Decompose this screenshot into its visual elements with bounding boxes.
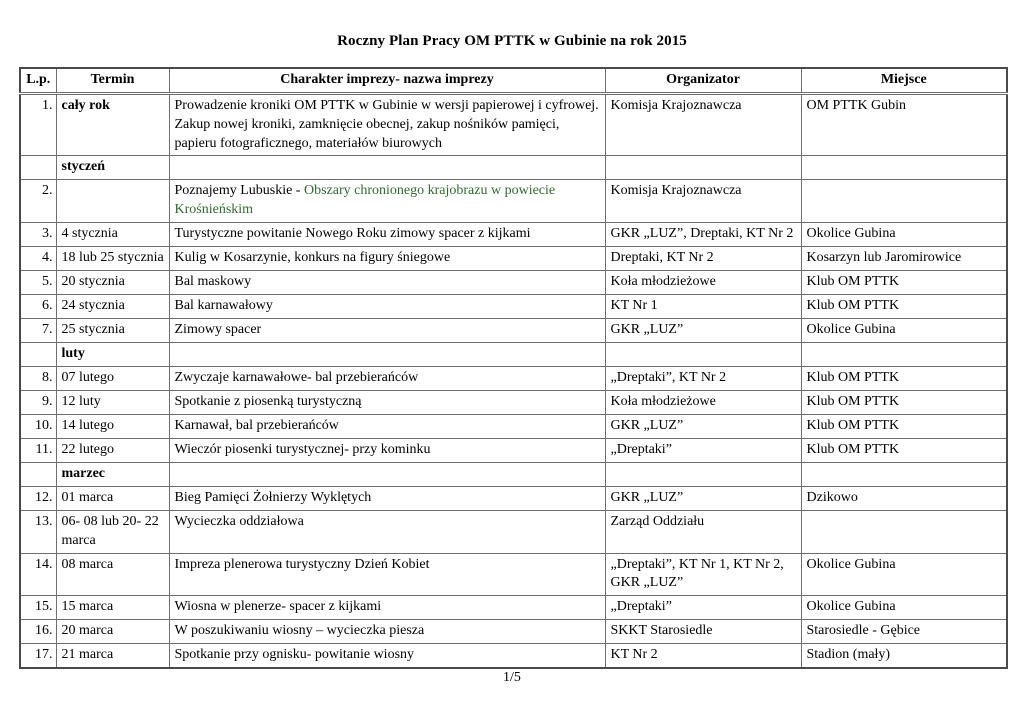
row-number-cell: 10.: [20, 414, 56, 438]
row-number-cell: 13.: [20, 510, 56, 553]
event-text: W poszukiwaniu wiosny – wycieczka piesza: [174, 623, 425, 639]
place-cell: Klub OM PTTK: [801, 366, 1007, 390]
event-cell: [169, 486, 605, 510]
header-row: [20, 68, 1007, 94]
place-cell: Stadion (mały): [801, 644, 1007, 669]
event-cell: [169, 318, 605, 342]
header-organizator: Organizator: [605, 68, 801, 94]
event-text: Spotkanie z piosenką turystyczną: [174, 393, 362, 409]
row-number-cell: 3.: [20, 222, 56, 246]
header-termin: Termin: [56, 68, 169, 94]
organizer-cell: KT Nr 1: [605, 294, 801, 318]
place-cell: Klub OM PTTK: [801, 270, 1007, 294]
event-text: Impreza plenerowa turystyczny Dzień Kobiet: [174, 556, 430, 572]
event-row: [20, 414, 1007, 438]
termin-cell: 4 stycznia: [56, 222, 169, 246]
plan-table: [19, 67, 1008, 669]
place-cell: Okolice Gubina: [801, 553, 1007, 596]
plan-table-body: [20, 94, 1007, 669]
event-row: [20, 270, 1007, 294]
event-row: [20, 390, 1007, 414]
event-cell: [169, 510, 605, 553]
event-text: Kulig w Kosarzynie, konkurs na figury śniegowe: [174, 249, 451, 265]
termin-cell: 18 lub 25 stycznia: [56, 246, 169, 270]
event-text: Prowadzenie kroniki OM PTTK w Gubinie w wersji papierowej i cyfrowej. Zakup nowej kroniki, zamknięcie obecnej, zakup nośników pamięci, papieru fotograficznego, materiałów biurowych: [174, 98, 599, 151]
event-text: Bal karnawałowy: [174, 297, 273, 313]
organizer-cell: [605, 156, 801, 180]
event-cell: [169, 414, 605, 438]
place-cell: Okolice Gubina: [801, 596, 1007, 620]
place-cell: OM PTTK Gubin: [801, 94, 1007, 156]
row-number-cell: 15.: [20, 596, 56, 620]
event-cell: [169, 246, 605, 270]
termin-cell: 15 marca: [56, 596, 169, 620]
place-cell: Okolice Gubina: [801, 222, 1007, 246]
row-number-cell: 8.: [20, 366, 56, 390]
event-text: Bieg Pamięci Żołnierzy Wyklętych: [174, 489, 372, 505]
row-number-cell: [20, 156, 56, 180]
event-row: [20, 222, 1007, 246]
event-cell: [169, 596, 605, 620]
event-row: [20, 486, 1007, 510]
event-cell: [169, 222, 605, 246]
header-lp: L.p.: [20, 68, 56, 94]
event-cell: [169, 270, 605, 294]
organizer-cell: Koła młodzieżowe: [605, 390, 801, 414]
document-title: Roczny Plan Pracy OM PTTK w Gubinie na rok 2015: [337, 33, 687, 49]
header-charakter: Charakter imprezy- nazwa imprezy: [169, 68, 605, 94]
place-cell: Kosarzyn lub Jaromirowice: [801, 246, 1007, 270]
place-cell: Starosiedle - Gębice: [801, 620, 1007, 644]
organizer-cell: GKR „LUZ”: [605, 318, 801, 342]
row-number-cell: 6.: [20, 294, 56, 318]
termin-cell: 12 luty: [56, 390, 169, 414]
termin-cell: 25 stycznia: [56, 318, 169, 342]
event-row: [20, 553, 1007, 596]
termin-cell: cały rok: [56, 94, 169, 156]
event-row: [20, 180, 1007, 223]
event-text: Wieczór piosenki turystycznej- przy kominku: [174, 441, 431, 457]
event-text: Zimowy spacer: [174, 321, 262, 337]
event-cell: [169, 438, 605, 462]
place-cell: Klub OM PTTK: [801, 294, 1007, 318]
organizer-cell: GKR „LUZ”, Dreptaki, KT Nr 2: [605, 222, 801, 246]
event-row: [20, 644, 1007, 669]
termin-cell: 07 lutego: [56, 366, 169, 390]
row-number-cell: 14.: [20, 553, 56, 596]
event-cell: [169, 553, 605, 596]
month-row: [20, 462, 1007, 486]
row-number-cell: 7.: [20, 318, 56, 342]
header-miejsce: Miejsce: [801, 68, 1007, 94]
event-row: [20, 366, 1007, 390]
place-cell: Klub OM PTTK: [801, 414, 1007, 438]
organizer-cell: [605, 342, 801, 366]
organizer-cell: „Dreptaki”, KT Nr 2: [605, 366, 801, 390]
event-cell: [169, 156, 605, 180]
row-number-cell: 17.: [20, 644, 56, 669]
event-row: [20, 510, 1007, 553]
event-row: [20, 438, 1007, 462]
termin-cell: [56, 180, 169, 223]
plan-table-header: [20, 68, 1007, 94]
row-number-cell: 12.: [20, 486, 56, 510]
event-text: Zwyczaje karnawałowe- bal przebierańców: [174, 369, 419, 385]
place-cell: [801, 342, 1007, 366]
organizer-cell: KT Nr 2: [605, 644, 801, 669]
termin-cell: 08 marca: [56, 553, 169, 596]
month-row: [20, 156, 1007, 180]
row-number-cell: 5.: [20, 270, 56, 294]
event-link[interactable]: Obszary chronionego krajobrazu w powiecie Krośnieńskim: [174, 183, 556, 218]
organizer-cell: GKR „LUZ”: [605, 414, 801, 438]
place-cell: [801, 510, 1007, 553]
row-number-cell: 16.: [20, 620, 56, 644]
event-text: Wiosna w plenerze- spacer z kijkami: [174, 599, 382, 615]
place-cell: Klub OM PTTK: [801, 390, 1007, 414]
event-cell: [169, 366, 605, 390]
event-row: [20, 318, 1007, 342]
place-cell: [801, 180, 1007, 223]
row-number-cell: [20, 342, 56, 366]
termin-cell: 20 marca: [56, 620, 169, 644]
place-cell: [801, 462, 1007, 486]
termin-cell: 20 stycznia: [56, 270, 169, 294]
month-label-cell: styczeń: [56, 156, 169, 180]
event-cell: [169, 94, 605, 156]
place-cell: [801, 156, 1007, 180]
page-number: 1/5: [503, 670, 521, 685]
event-row: [20, 246, 1007, 270]
event-cell: [169, 390, 605, 414]
event-text: Poznajemy Lubuskie -: [174, 183, 304, 199]
month-label-cell: marzec: [56, 462, 169, 486]
month-label-cell: luty: [56, 342, 169, 366]
event-text: Turystyczne powitanie Nowego Roku zimowy spacer z kijkami: [174, 225, 531, 241]
row-number-cell: 2.: [20, 180, 56, 223]
event-cell: [169, 180, 605, 223]
event-cell: [169, 644, 605, 669]
place-cell: Dzikowo: [801, 486, 1007, 510]
event-text: Spotkanie przy ognisku- powitanie wiosny: [174, 647, 415, 663]
event-cell: [169, 462, 605, 486]
event-cell: [169, 294, 605, 318]
organizer-cell: „Dreptaki”: [605, 596, 801, 620]
organizer-cell: Komisja Krajoznawcza: [605, 94, 801, 156]
place-cell: Okolice Gubina: [801, 318, 1007, 342]
event-cell: [169, 620, 605, 644]
event-cell: [169, 342, 605, 366]
termin-cell: 14 lutego: [56, 414, 169, 438]
termin-cell: 21 marca: [56, 644, 169, 669]
event-row: [20, 596, 1007, 620]
organizer-cell: SKKT Starosiedle: [605, 620, 801, 644]
row-number-cell: 9.: [20, 390, 56, 414]
organizer-cell: Dreptaki, KT Nr 2: [605, 246, 801, 270]
termin-cell: 24 stycznia: [56, 294, 169, 318]
organizer-cell: Koła młodzieżowe: [605, 270, 801, 294]
row-number-cell: 1.: [20, 94, 56, 156]
row-number-cell: 11.: [20, 438, 56, 462]
organizer-cell: Zarząd Oddziału: [605, 510, 801, 553]
organizer-cell: „Dreptaki”, KT Nr 1, KT Nr 2, GKR „LUZ”: [605, 553, 801, 596]
event-row: [20, 94, 1007, 156]
event-row: [20, 620, 1007, 644]
row-number-cell: 4.: [20, 246, 56, 270]
event-text: Bal maskowy: [174, 273, 252, 289]
organizer-cell: [605, 462, 801, 486]
event-text: Wycieczka oddziałowa: [174, 513, 304, 529]
event-text: Karnawał, bal przebierańców: [174, 417, 339, 433]
termin-cell: 22 lutego: [56, 438, 169, 462]
termin-cell: 01 marca: [56, 486, 169, 510]
row-number-cell: [20, 462, 56, 486]
termin-cell: 06- 08 lub 20- 22 marca: [56, 510, 169, 553]
month-row: [20, 342, 1007, 366]
organizer-cell: „Dreptaki”: [605, 438, 801, 462]
organizer-cell: Komisja Krajoznawcza: [605, 180, 801, 223]
place-cell: Klub OM PTTK: [801, 438, 1007, 462]
event-row: [20, 294, 1007, 318]
organizer-cell: GKR „LUZ”: [605, 486, 801, 510]
